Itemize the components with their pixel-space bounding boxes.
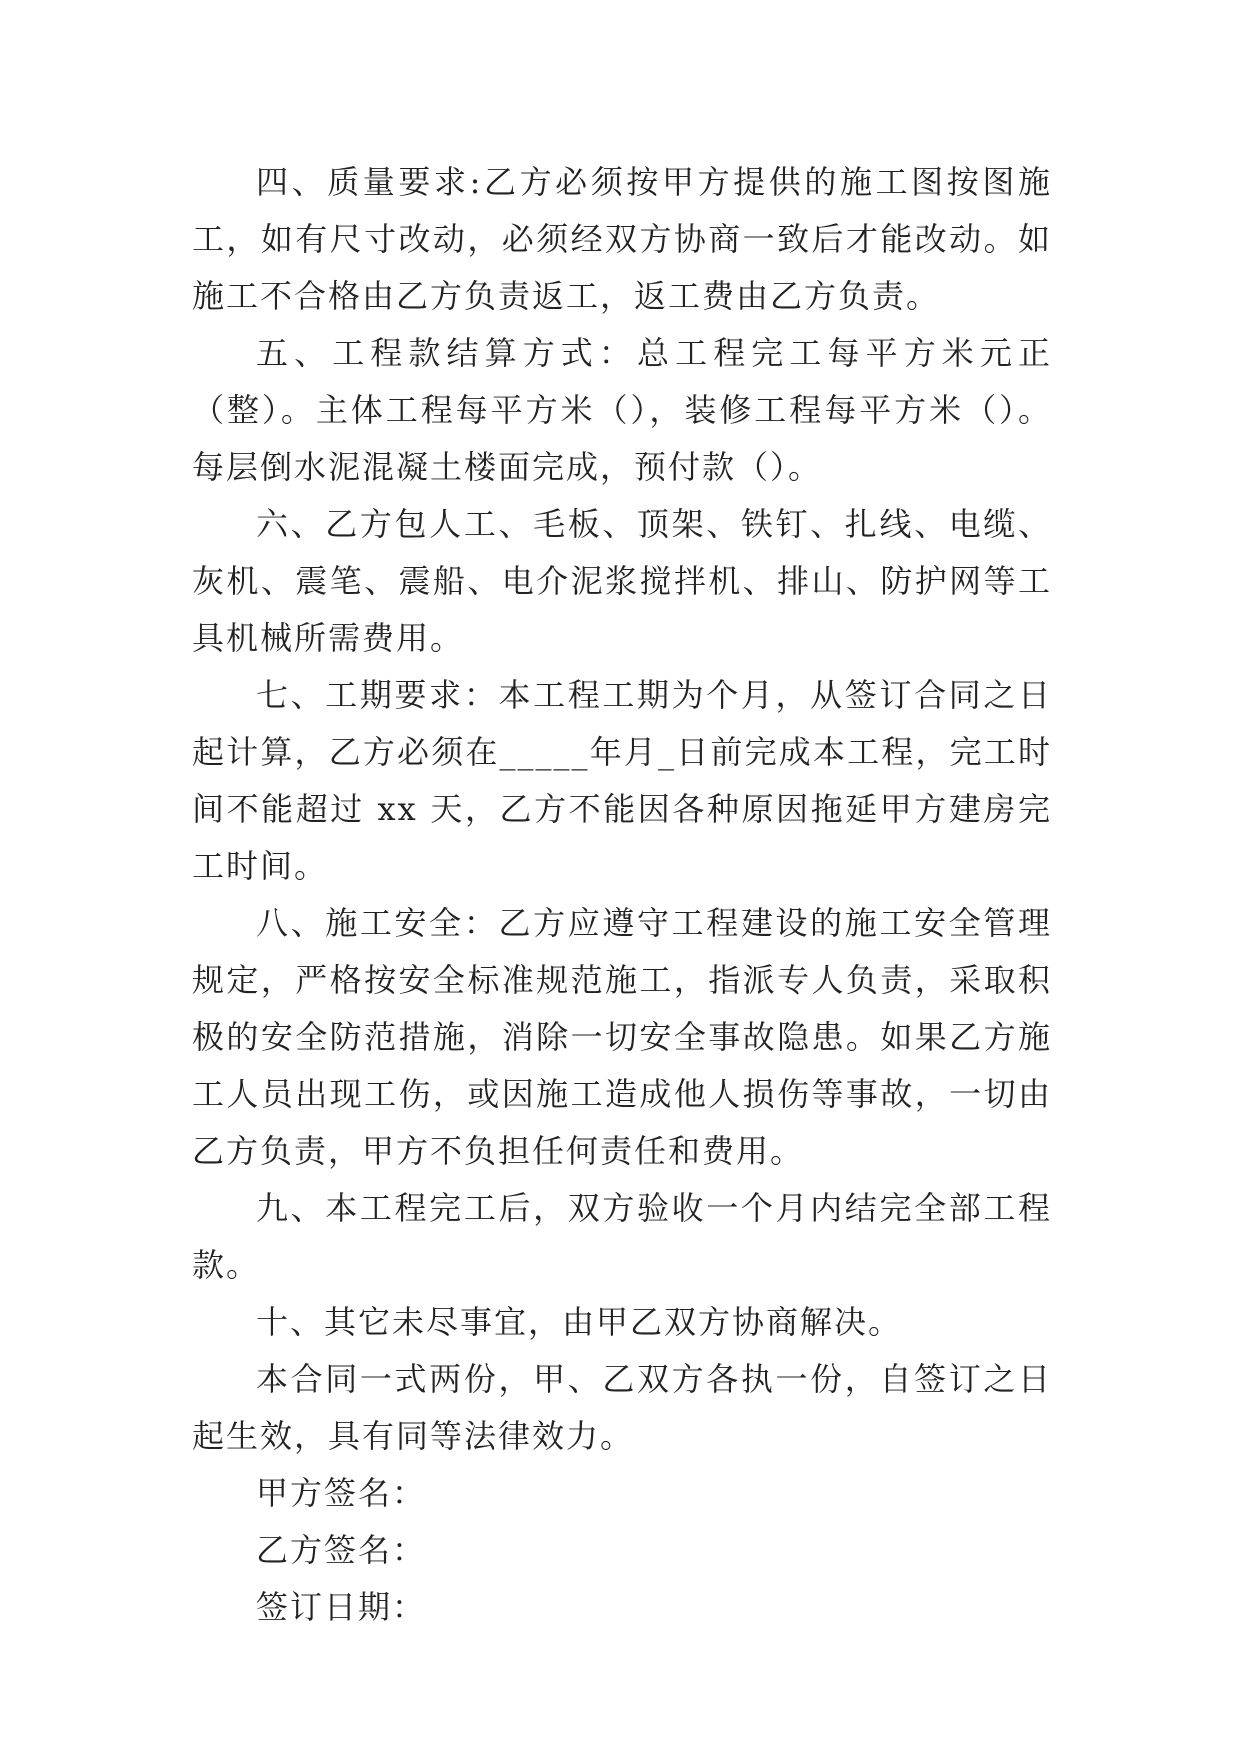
clause-quality: 四、质量要求:乙方必须按甲方提供的施工图按图施工，如有尺寸改动，必须经双方协商一致后才能改动。如施工不合格由乙方负责返工，返工费由乙方负责。 <box>192 163 1052 315</box>
party-a-signature-label: 甲方签名： <box>256 1474 427 1512</box>
party-b-signature-label: 乙方签名： <box>256 1531 427 1569</box>
clause-other-matters: 十、其它未尽事宜，由甲乙双方协商解决。 <box>256 1303 903 1341</box>
clause-payment: 五、工程款结算方式：总工程完工每平方米元正（整）。主体工程每平方米（），装修工程每平方米（）。每层倒水泥混凝土楼面完成，预付款（）。 <box>192 334 1052 486</box>
contract-body <box>192 154 1052 1636</box>
signing-date-label: 签订日期： <box>256 1588 427 1626</box>
clause-schedule: 七、工期要求：本工程工期为个月，从签订合同之日起计算，乙方必须在_____年月_日前完成本工程，完工时间不能超过 xx 天，乙方不能因各种原因拖延甲方建房完工时间。 <box>192 676 1052 885</box>
clause-safety: 八、施工安全：乙方应遵守工程建设的施工安全管理规定，严格按安全标准规范施工，指派专人负责，采取积极的安全防范措施，消除一切安全事故隐患。如果乙方施工人员出现工伤，或因施工造成他人损伤等事故，一切由乙方负责，甲方不负担任何责任和费用。 <box>192 904 1052 1170</box>
clause-costs: 六、乙方包人工、毛板、顶架、铁钉、扎线、电缆、灰机、震笔、震船、电介泥浆搅拌机、排山、防护网等工具机械所需费用。 <box>192 505 1052 657</box>
clause-settlement: 九、本工程完工后，双方验收一个月内结完全部工程款。 <box>192 1189 1052 1284</box>
clause-validity: 本合同一式两份，甲、乙双方各执一份，自签订之日起生效，具有同等法律效力。 <box>192 1360 1052 1455</box>
